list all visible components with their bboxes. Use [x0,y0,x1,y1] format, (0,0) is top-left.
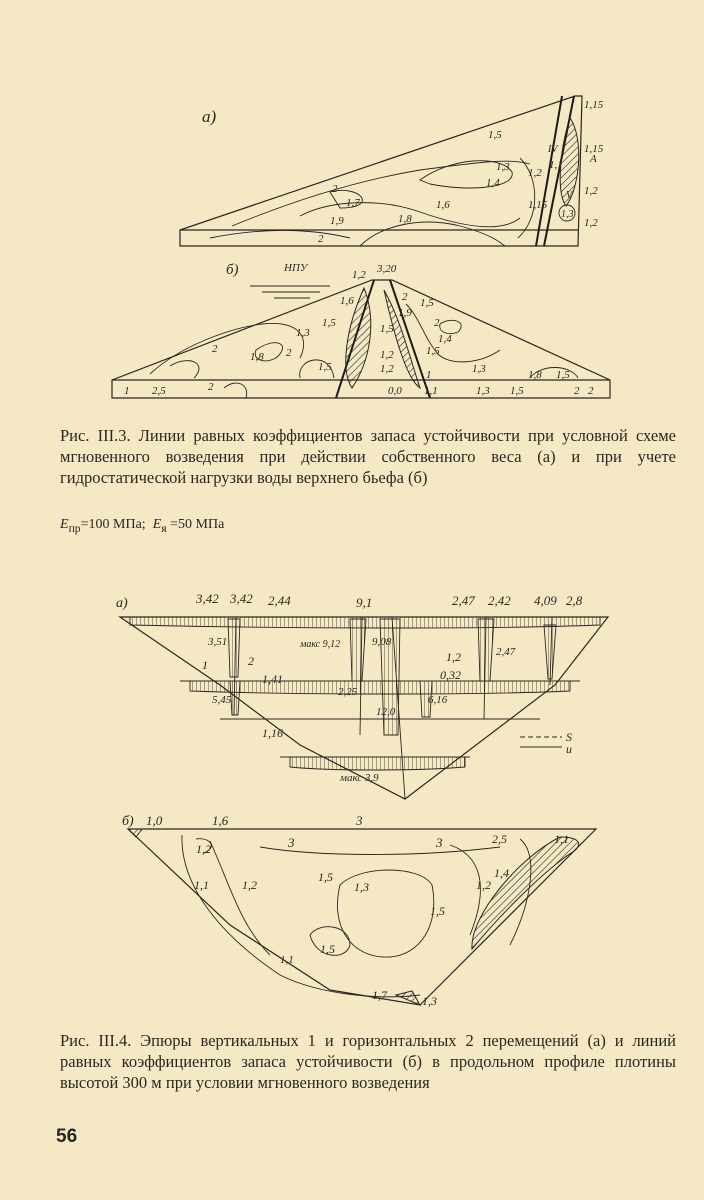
fig3-label-b: б) [226,262,239,278]
fig4-top-value-0: 3,42 [196,591,219,606]
fig3-b-contour-16: 1,2 [380,349,394,361]
fig4-inner-value-13: 1,16 [262,726,283,740]
fig4-top-value-6: 4,09 [534,593,557,608]
fig4-top-value-5: 2,42 [488,593,511,608]
fig4-b-contour-3: 1,2 [196,842,211,856]
fig3-b-contour-28: 1 [124,385,130,397]
fig4-b-contour-4: 3 [288,835,295,850]
fig4-inner-value-3: 2,47 [496,646,516,658]
fig3-b-contour-15: 1,3 [472,363,486,375]
fig3-b-contour-8: 1,5 [380,323,394,335]
figure-3-parameters: $E_{пр}=100$ МПа; $E_я =50$ МПа [60,517,225,535]
fig4-b-contour-7: 1,1 [554,832,569,846]
fig4-b-contour-2: 3 [356,813,363,828]
fig4-label-b: б) [122,814,134,829]
fig4-inner-value-7: 1,2 [446,650,461,664]
fig3-a-contour-0: 1,15 [584,99,604,111]
fig4-inner-value-6: 1,41 [262,672,283,686]
fig4-b-contour-13: 1,2 [476,878,491,892]
fig3-a-contour-1: 1,15 [584,143,604,155]
page-number: 56 [56,1126,78,1147]
fig4-inner-value-12: 6,16 [428,694,448,706]
fig3-a-contour-2: 1,5 [488,129,502,141]
fig4-label-a: а) [116,596,128,611]
fig3-a-contour-16: 1,2 [584,217,598,229]
fig3-a-contour-14: 1,15 [528,199,548,211]
fig4-b-contour-8: 1,1 [194,878,209,892]
fig3-top-number-1: 3,20 [377,263,397,275]
fig3-b-contour-21: 1,8 [528,369,542,381]
fig3-b-contour-5: 2 [286,347,292,359]
figure-3-drawing [0,88,704,418]
fig3-b-contour-4: 1,8 [250,351,264,363]
fig3-b-contour-18: 1,1 [424,385,438,397]
fig4-b-contour-10: 1,5 [318,870,333,884]
figure-4-drawing [0,585,704,1015]
figure-4-caption: Рис. III.4. Эпюры вертикальных 1 и горизонтальных 2 перемещений (а) и линий равных коэффициентов запаса устойчивости (б) в продольном профиле плотины высотой 300 м при условии мгновенного возведения [60,1031,676,1092]
fig3-a-contour-3: 1,3 [496,161,510,173]
fig4-b-contour-5: 3 [436,835,443,850]
fig4-b-contour-17: 1,7 [372,988,387,1002]
fig4-legend-u: u [566,742,572,756]
fig3-a-contour-4: 1,4 [486,177,500,189]
fig4-inner-value-8: 0,32 [440,668,461,682]
fig4-inner-value-1: макс 9,12 [300,639,341,650]
fig4-inner-value-5: 2 [248,654,254,668]
fig3-b-contour-7: 1,2 [380,363,394,375]
fig3-marker-a: A [590,153,597,165]
fig3-a-contour-7: 1,9 [330,215,344,227]
fig3-b-contour-25: 2 [574,385,580,397]
fig3-b-contour-11: 1,5 [420,297,434,309]
fig3-b-contour-17: 0,0 [388,385,402,397]
fig3-b-contour-6: 1,5 [318,361,332,373]
fig3-b-contour-0: 1,6 [340,295,354,307]
fig4-top-value-2: 2,44 [268,593,291,608]
fig3-b-contour-1: 1,5 [322,317,336,329]
fig3-b-contour-13: 1,4 [438,333,452,345]
fig3-b-contour-24: 2 [588,385,594,397]
fig3-a-contour-8: 1,8 [398,213,412,225]
fig3-a-contour-13: 1,2 [584,185,598,197]
fig3-b-contour-10: 1,9 [398,307,412,319]
fig3-b-contour-20: 1,3 [476,385,490,397]
fig4-inner-value-11: 12,0 [376,706,396,718]
fig3-a-contour-9: 1,6 [436,199,450,211]
dam-profile-a [180,96,582,246]
fig3-b-contour-9: 2 [402,291,408,303]
fig3-a-contour-15: 1,3 [561,209,574,220]
fig3-b-contour-23: 1,5 [510,385,524,397]
fig4-inner-value-10: 2,25 [338,686,358,698]
fig4-legend-s: S [566,730,572,744]
fig4-inner-value-2: 9,08 [372,636,392,648]
fig4-b-contour-18: 1,3 [422,994,437,1008]
fig4-top-value-1: 3,42 [230,591,253,606]
fig3-a-contour-12: 1,1 [549,159,563,171]
fig3-marker-iv: IV [548,144,558,155]
fig3-a-contour-6: 1,7 [346,197,360,209]
fig4-b-contour-1: 1,6 [212,813,229,828]
fig4-b-contour-6: 2,5 [492,832,507,846]
fig4-top-value-7: 2,8 [566,593,583,608]
fig3-marker-v: V [566,190,573,201]
fig4-b-contour-15: 1,5 [430,904,445,918]
fig4-b-contour-14: 1,4 [494,866,509,880]
fig3-label-a: а) [202,107,217,126]
fig4-b-contour-16: 1,1 [280,954,294,966]
fig3-b-contour-22: 1,5 [556,369,570,381]
fig4-top-value-3: 9,1 [356,595,373,610]
fig4-inner-value-4: 1 [202,658,208,672]
fig3-a-contour-11: 1,2 [528,167,542,179]
fig4-b-contour-11: 1,3 [354,880,369,894]
fig4-inner-value-0: 3,51 [208,636,228,648]
fig3-npu: НПУ [284,262,308,274]
fig3-b-contour-26: 2,5 [152,385,166,397]
fig3-b-contour-12: 2 [434,317,440,329]
fig3-b-contour-14: 1,5 [426,345,440,357]
fig4-top-value-4: 2,47 [452,593,475,608]
fig4-b-contour-0: 1,0 [146,813,163,828]
fig3-b-contour-19: 1 [426,369,432,381]
fig4-inner-value-9: 5,45 [212,694,232,706]
fig3-b-contour-27: 2 [208,381,214,393]
fig3-b-contour-3: 2 [212,343,218,355]
fig4-inner-value-14: макс 3,9 [340,772,379,784]
fig4-b-contour-9: 1,2 [242,878,257,892]
fig3-a-contour-10: 2 [318,233,324,245]
fig3-top-number-0: 1,2 [352,269,366,281]
figure-3-caption: Рис. III.3. Линии равных коэффициентов запаса устойчивости при условной схеме мгновенного возведения при действии собственного веса (а) и при учете гидростатической нагрузки воды верхнего бьефа (б) [60,426,676,487]
fig3-a-contour-5: 2 [332,183,338,195]
fig4-b-contour-12: 1,5 [320,942,335,956]
fig3-b-contour-2: 1,3 [296,327,310,339]
